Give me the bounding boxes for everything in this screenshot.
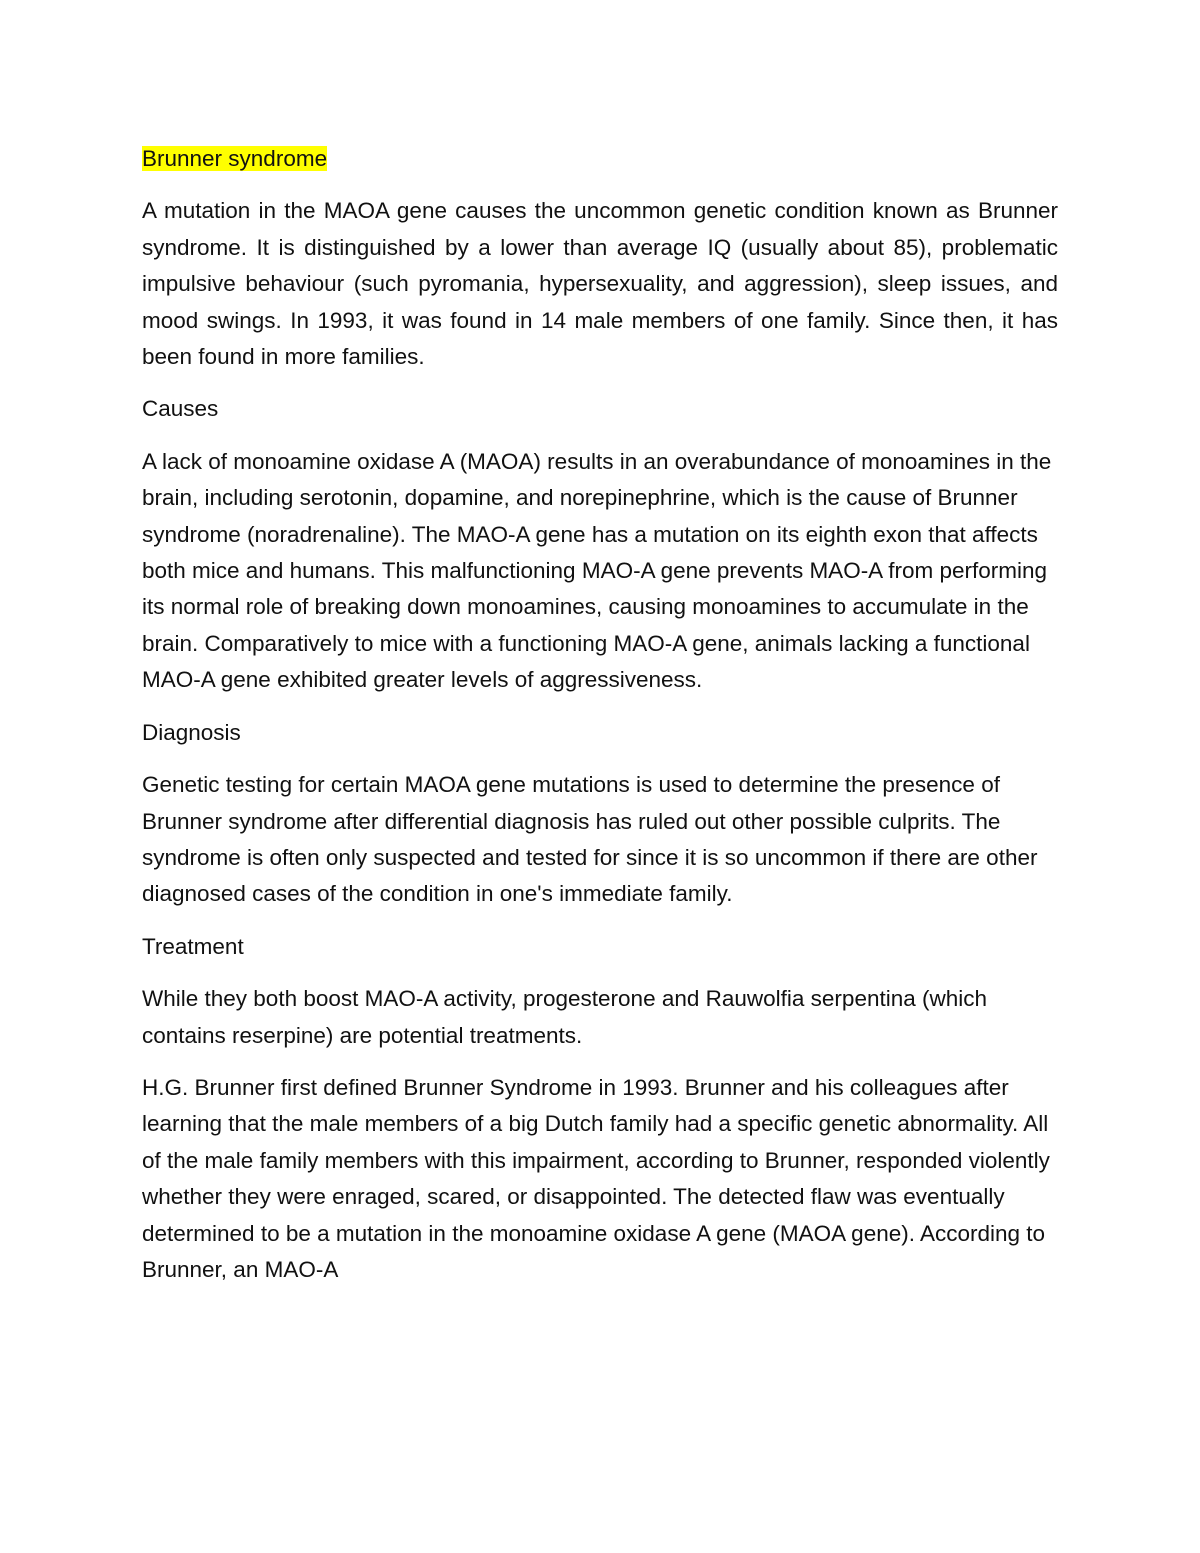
diagnosis-paragraph: Genetic testing for certain MAOA gene mutations is used to determine the presence of Brunner syndrome after differential diagnosis has ruled out other possible culprits. The syndrome is often only suspected and tested for since it is so uncommon if there are other diagnosed cases of the condition in one's immediate family. (142, 772, 1038, 907)
section-heading-treatment: Treatment (142, 933, 244, 959)
intro-paragraph: A mutation in the MAOA gene causes the uncommon genetic condition known as Brunner syndrome. It is distinguished by a lower than average IQ (usually about 85), problematic impulsive behaviour (such pyromania, hypersexuality, and aggression), sleep issues, and mood swings. In 1993, it was found in 14 male members of one family. Since then, it has been found in more families. (142, 198, 1058, 370)
document-title: Brunner syndrome (142, 146, 328, 171)
causes-paragraph: A lack of monoamine oxidase A (MAOA) results in an overabundance of monoamines in the brain, including serotonin, dopamine, and norepinephrine, which is the cause of Brunner syndrome (noradrenaline). The MAO-A gene has a mutation on its eighth exon that affects both mice and humans. This malfunctioning MAO-A gene prevents MAO-A from performing its normal role of breaking down monoamines, causing monoamines to accumulate in the brain. Comparatively to mice with a functioning MAO-A gene, animals lacking a functional MAO-A gene exhibited greater levels of aggressiveness. (142, 448, 1052, 693)
document-body (142, 141, 1058, 1304)
document-title-line (142, 141, 1058, 177)
history-paragraph: H.G. Brunner first defined Brunner Syndrome in 1993. Brunner and his colleagues after learning that the male members of a big Dutch family had a specific genetic abnormality. All of the male family members with this impairment, according to Brunner, responded violently whether they were enraged, scared, or disappointed. The detected flaw was eventually determined to be a mutation in the monoamine oxidase A gene (MAOA gene). According to Brunner, an MAO-A (142, 1074, 1050, 1282)
treatment-paragraph: While they both boost MAO-A activity, progesterone and Rauwolfia serpentina (which contains reserpine) are potential treatments. (142, 986, 988, 1048)
section-heading-causes: Causes (142, 396, 219, 422)
section-heading-diagnosis: Diagnosis (142, 719, 241, 745)
